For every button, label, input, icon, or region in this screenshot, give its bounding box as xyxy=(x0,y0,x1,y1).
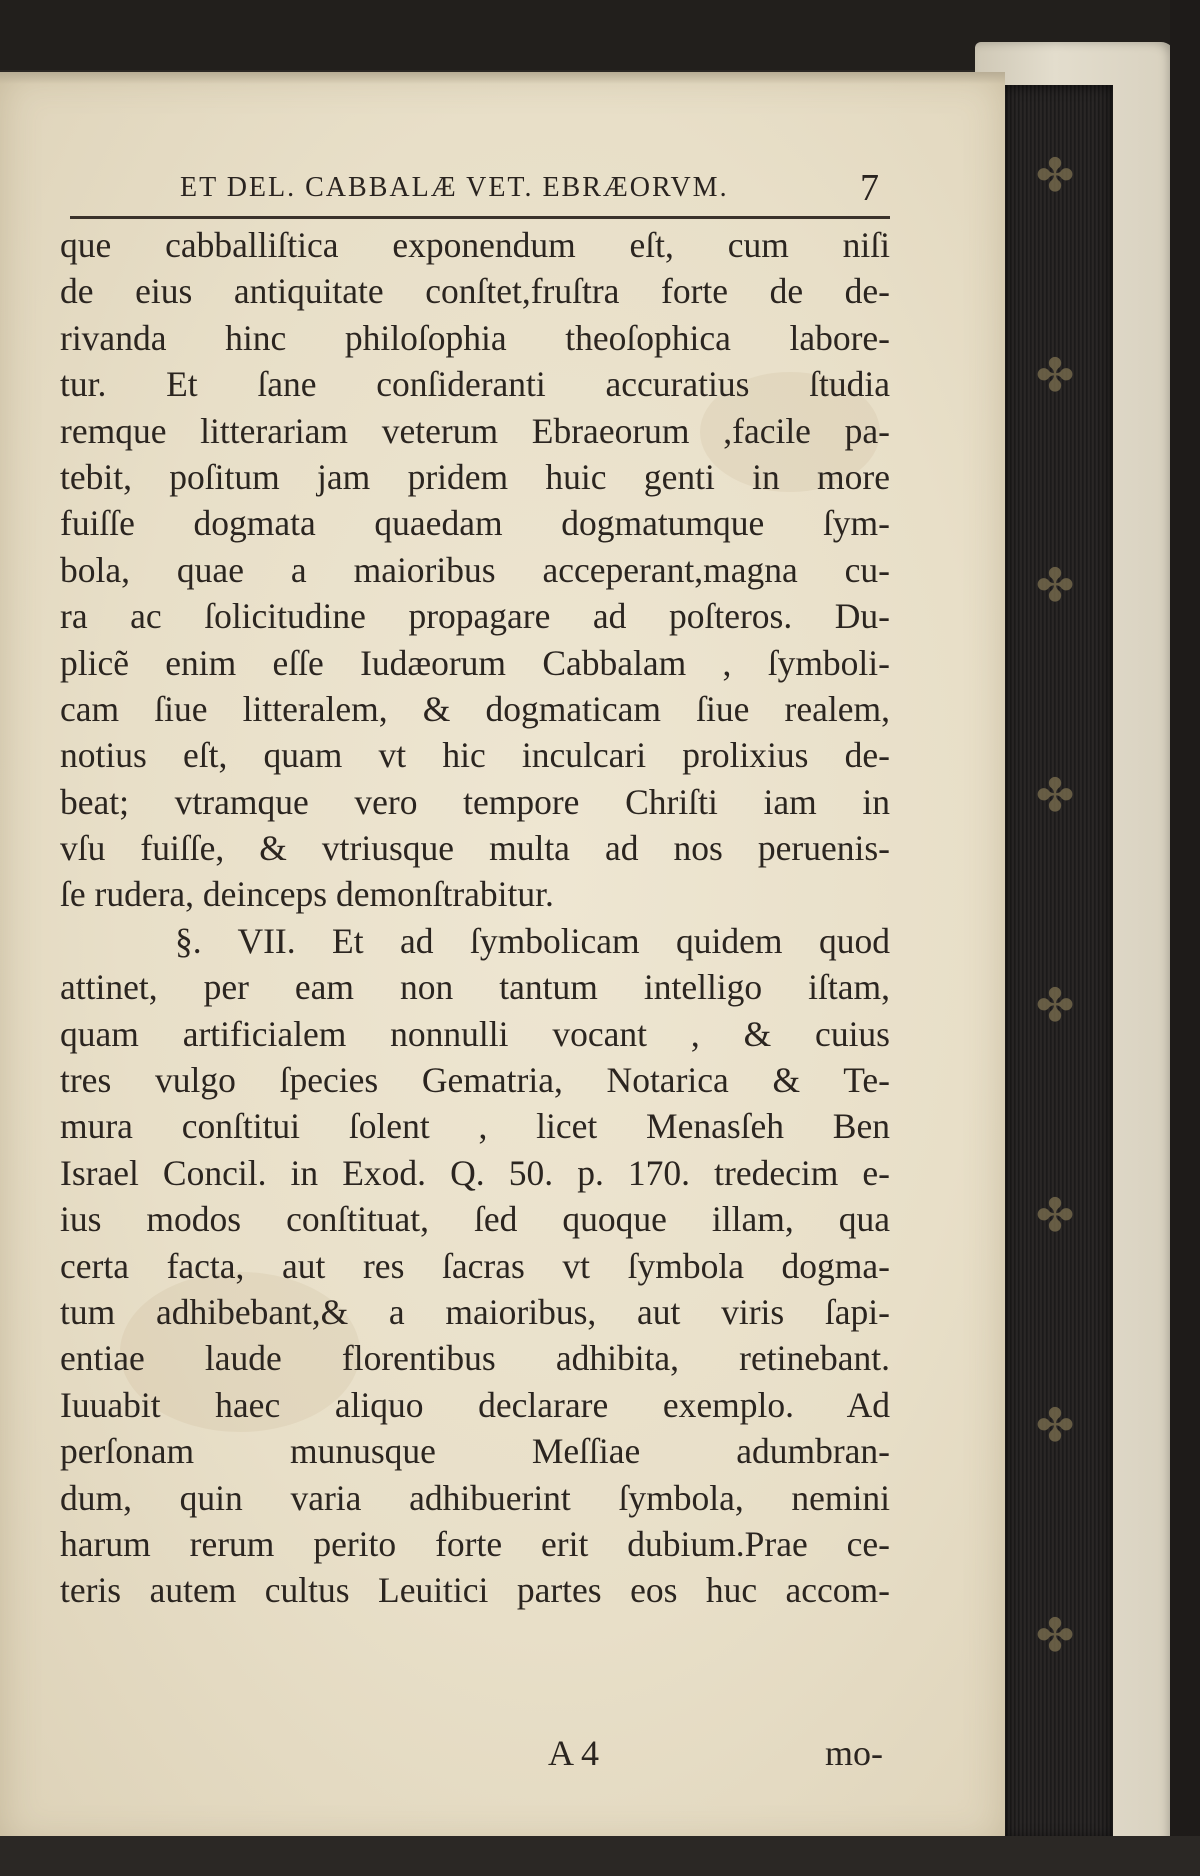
page-footer xyxy=(0,1732,1000,1778)
text-line: tum adhibebant,& a maioribus, aut viris ſapi- xyxy=(60,1291,890,1332)
running-header xyxy=(70,167,890,212)
text-line: tres vulgo ſpecies Gematria, Notarica & Te- xyxy=(60,1060,890,1101)
text-line: entiae laude florentibus adhibita, retinebant. xyxy=(60,1338,890,1379)
text-line: Iuuabit haec aliquo declarare exemplo. Ad xyxy=(60,1384,890,1425)
text-line: attinet, per eam non tantum intelligo iſtam, xyxy=(60,967,890,1008)
text-line: de eius antiquitate conſtet,fruſtra forte de de- xyxy=(60,271,890,312)
text-line: vſu fuiſſe, & vtriusque multa ad nos peruenis- xyxy=(60,828,890,869)
background-bottom xyxy=(0,1836,1200,1876)
text-line: ius modos conſtituat, ſed quoque illam, qua xyxy=(60,1199,890,1240)
running-title: ET DEL. CABBALÆ VET. EBRÆORVM. xyxy=(180,172,729,203)
text-line: Israel Concil. in Exod. Q. 50. p. 170. tredecim e- xyxy=(60,1152,890,1193)
text-line: harum rerum perito forte erit dubium.Prae ce- xyxy=(60,1523,890,1564)
fore-edge-ornament-icon: ✤ xyxy=(1035,1608,1075,1662)
decorated-fore-edge xyxy=(1000,85,1113,1840)
text-line: rivanda hinc philoſophia theoſophica labore- xyxy=(60,317,890,358)
text-line: tur. Et ſane conſideranti accuratius ſtudia xyxy=(60,364,890,405)
text-line: fuiſſe dogmata quaedam dogmatumque ſym- xyxy=(60,503,890,544)
text-line: certa facta, aut res ſacras vt ſymbola dogma- xyxy=(60,1245,890,1286)
body-text xyxy=(60,222,890,1614)
text-line: quam artificialem nonnulli vocant , & cuius xyxy=(60,1013,890,1054)
text-line: cam ſiue litteralem, & dogmaticam ſiue realem, xyxy=(60,688,890,729)
fore-edge-ornament-icon: ✤ xyxy=(1035,148,1075,202)
text-line: ſe rudera, deinceps demonſtrabitur. xyxy=(60,874,554,915)
header-rule xyxy=(70,216,890,219)
fore-edge-ornament-icon: ✤ xyxy=(1035,348,1075,402)
text-line: que cabballiſtica exponendum eſt, cum niſi xyxy=(60,225,890,265)
fore-edge-ornament-icon: ✤ xyxy=(1035,558,1075,612)
catchword: mo- xyxy=(825,1733,883,1773)
text-line: remque litterariam veterum Ebraeorum ,facile pa- xyxy=(60,410,890,451)
fore-edge-ornament-icon: ✤ xyxy=(1035,768,1075,822)
text-line: teris autem cultus Leuitici partes eos huc accom- xyxy=(60,1570,890,1611)
fore-edge-ornament-icon: ✤ xyxy=(1035,1188,1075,1242)
text-line: tebit, poſitum jam pridem huic genti in more xyxy=(60,456,890,497)
fore-edge-ornament-icon: ✤ xyxy=(1035,978,1075,1032)
text-line: bola, quae a maioribus acceperant,magna cu- xyxy=(60,549,890,590)
text-line: plicẽ enim eſſe Iudæorum Cabbalam , ſymboli- xyxy=(60,642,890,683)
text-line: dum, quin varia adhibuerint ſymbola, nemini xyxy=(60,1477,890,1518)
background-right xyxy=(1170,0,1200,1876)
text-line: beat; vtramque vero tempore Chriſti iam in xyxy=(60,781,890,822)
page-top-shadow xyxy=(0,72,1005,84)
signature-mark: A 4 xyxy=(548,1733,600,1773)
section-heading-line: §. VII. Et ad ſymbolicam quidem quod xyxy=(175,920,890,961)
page-number: 7 xyxy=(860,167,879,209)
fore-edge-ornament-icon: ✤ xyxy=(1035,1398,1075,1452)
text-line: perſonam munusque Meſſiae adumbran- xyxy=(60,1431,890,1472)
text-line: mura conſtitui ſolent , licet Menasſeh Ben xyxy=(60,1106,890,1147)
text-line: ra ac ſolicitudine propagare ad poſteros. Du- xyxy=(60,596,890,637)
text-line: notius eſt, quam vt hic inculcari prolixius de- xyxy=(60,735,890,776)
